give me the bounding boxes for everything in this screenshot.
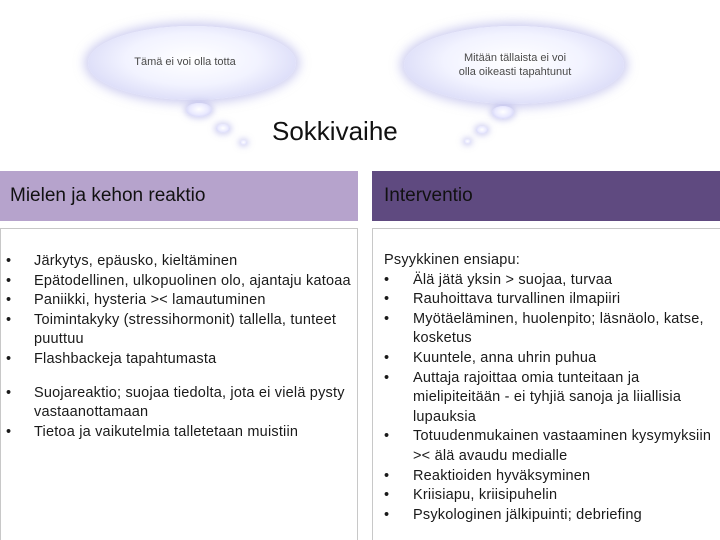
intervention-list <box>384 271 720 526</box>
thought-dot <box>216 124 230 133</box>
thought-bubble-right-text-line1: Mitään tällaista ei voi <box>463 52 567 64</box>
left-column-header: Mielen ja kehon reaktio <box>0 171 358 221</box>
list-item: • Paniikki, hysteria >< lamautuminen <box>6 291 351 311</box>
list-item: • Suojareaktio; suojaa tiedolta, jota ei vielä pysty vastaanottamaan <box>6 384 351 423</box>
thought-dot <box>186 103 212 117</box>
list-item: • Toimintakyky (stressihormonit) tallella, tunteet puuttuu <box>6 311 351 350</box>
thought-bubble-right-text-line2: olla oikeasti tapahtunut <box>458 66 572 78</box>
thought-dot <box>492 106 514 119</box>
list-item: • Epätodellinen, ulkopuolinen olo, ajantaju katoaa <box>6 272 351 292</box>
list-item: • Psykologinen jälkipuinti; debriefing <box>384 506 720 526</box>
right-column-header: Interventio <box>372 171 720 221</box>
list-item: • Älä jätä yksin > suojaa, turvaa <box>384 271 720 291</box>
thought-dot <box>464 139 471 144</box>
intervention-intro: Psyykkinen ensiapu: <box>384 252 520 268</box>
list-item: • Myötäeläminen, huolenpito; läsnäolo, katse, kosketus <box>384 310 720 349</box>
thought-bubble-left-text: Tämä ei voi olla totta <box>134 56 236 68</box>
list-item: • Tietoa ja vaikutelmia talletetaan muistiin <box>6 423 351 443</box>
list-item: • Kuuntele, anna uhrin puhua <box>384 349 720 369</box>
list-item: • Reaktioiden hyväksyminen <box>384 467 720 487</box>
slide-title: Sokkivaihe <box>272 116 398 146</box>
list-item: • Auttaja rajoittaa omia tunteitaan ja mielipiteitään - ei tyhjiä sanoja ja liiallisia lupauksia <box>384 369 720 428</box>
list-item: • Kriisiapu, kriisipuhelin <box>384 486 720 506</box>
list-item: • Rauhoittava turvallinen ilmapiiri <box>384 290 720 310</box>
list-item: • Järkytys, epäusko, kieltäminen <box>6 252 351 272</box>
thought-dot <box>240 140 247 145</box>
reaction-list <box>6 252 351 442</box>
list-item: • Totuudenmukainen vastaaminen kysymyksiin >< älä avaudu medialle <box>384 427 720 466</box>
thought-dot <box>476 126 488 134</box>
intervention-section <box>384 251 720 525</box>
list-item: • Flashbackeja tapahtumasta <box>6 350 351 370</box>
